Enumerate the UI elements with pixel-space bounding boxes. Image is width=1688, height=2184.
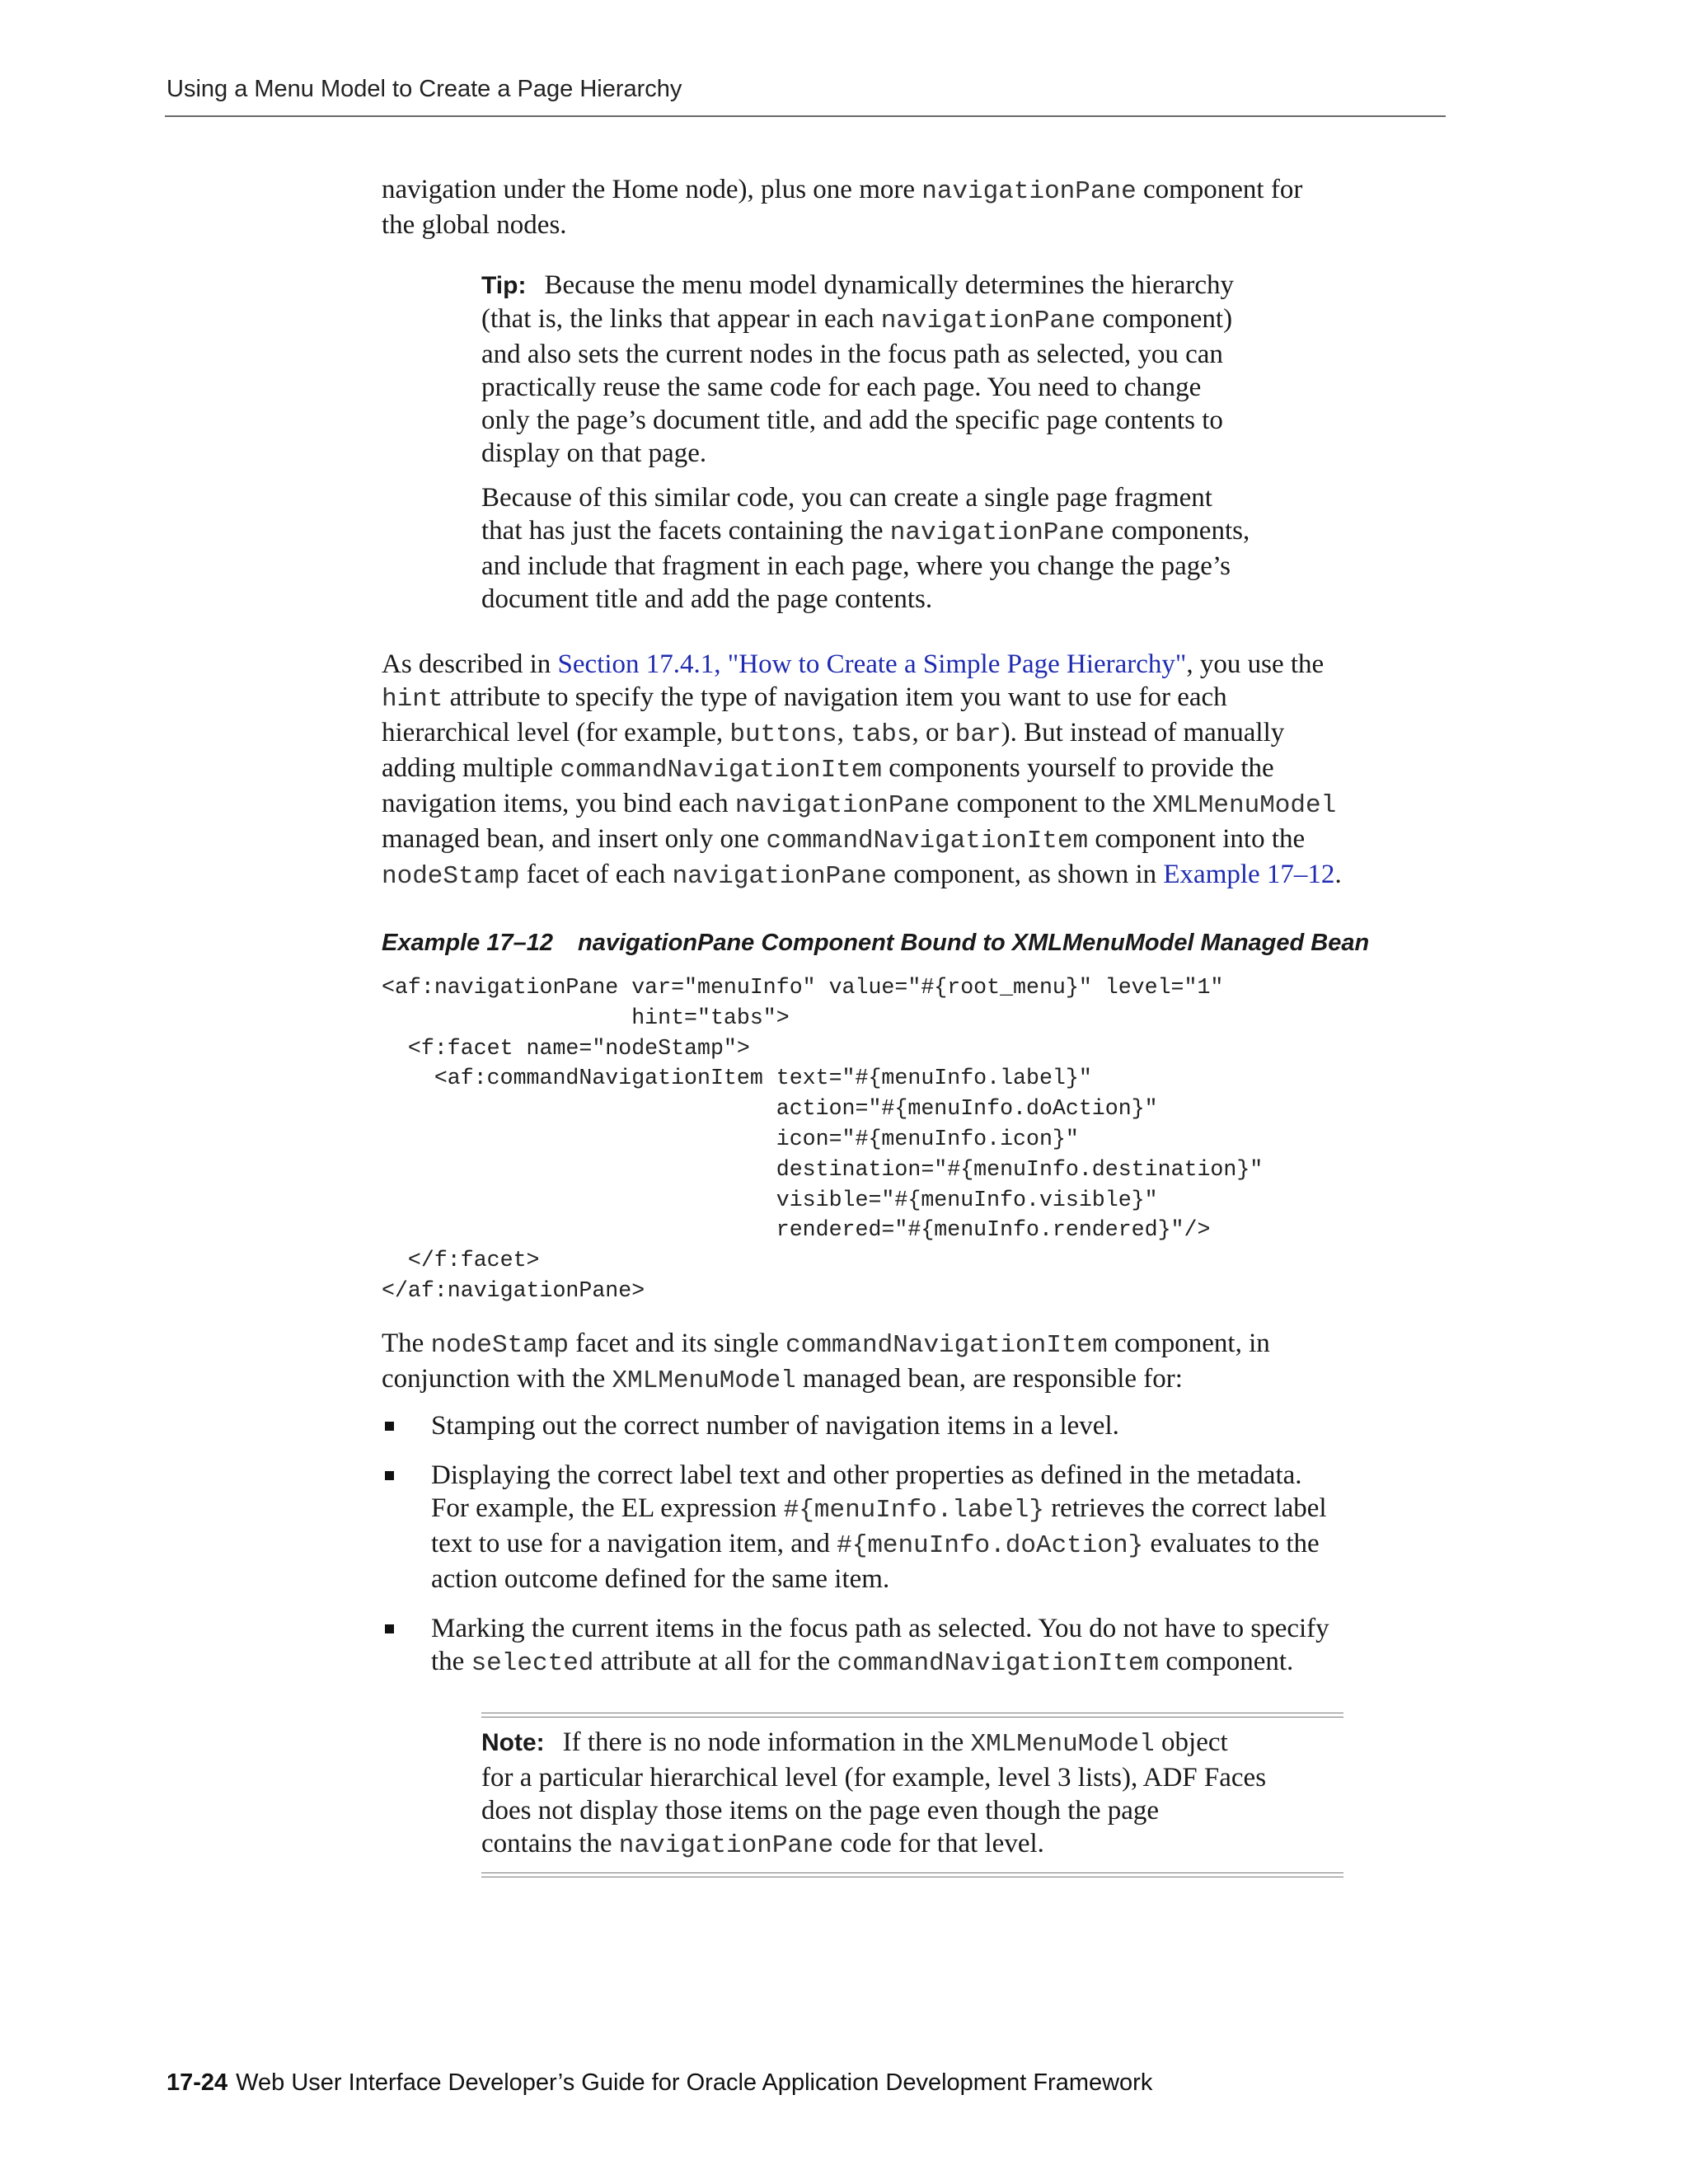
- example-link[interactable]: Example 17–12: [1163, 860, 1335, 889]
- tip-code: navigationPane: [880, 307, 1096, 335]
- body-text: , you use the: [1186, 649, 1325, 679]
- body-text: conjunction with the: [382, 1364, 612, 1394]
- body-text: attribute to specify the type of navigation item you want to use for each: [443, 682, 1227, 712]
- code-commandnavigationitem: commandNavigationItem: [785, 1331, 1108, 1360]
- tip-code: navigationPane: [889, 518, 1105, 547]
- list-item-text: component.: [1159, 1647, 1294, 1676]
- tip-text: practically reuse the same code for each page. You need to change: [481, 373, 1202, 402]
- code-hint: hint: [382, 685, 443, 714]
- code-nodestamp: nodeStamp: [382, 862, 520, 891]
- body-text: navigation items, you bind each: [382, 789, 735, 818]
- body-text: ). But instead of manually: [1001, 718, 1285, 748]
- code-nodestamp: nodeStamp: [430, 1331, 569, 1360]
- body-text: component, in: [1107, 1329, 1270, 1358]
- tip-text: Because of this similar code, you can create a single page fragment: [481, 483, 1212, 513]
- body-text: ,: [837, 718, 851, 748]
- tip-text: only the page’s document title, and add the specific page contents to: [481, 405, 1223, 435]
- body-text: adding multiple: [382, 753, 560, 783]
- intro-text: navigation under the Home node), plus one more: [382, 175, 922, 204]
- example-number: Example 17–12: [382, 930, 553, 956]
- bullet-icon: [385, 1422, 394, 1431]
- body-text: managed bean, and insert only one: [382, 824, 767, 854]
- list-item-text: Stamping out the correct number of navigation items in a level.: [431, 1411, 1119, 1441]
- page-number: 17-24: [166, 2069, 228, 2096]
- section-link[interactable]: Section 17.4.1, "How to Create a Simple Page Hierarchy": [557, 649, 1187, 679]
- body-text: facet of each: [519, 860, 673, 889]
- note-text: does not display those items on the page even though the page: [481, 1796, 1160, 1825]
- intro-paragraph: [382, 173, 1453, 241]
- list-item-text: Displaying the correct label text and other properties as defined in the metadata.: [431, 1460, 1302, 1490]
- tip-paragraph-1: [481, 269, 1355, 470]
- body-text: component to the: [950, 789, 1152, 818]
- note-text: object: [1154, 1727, 1228, 1757]
- tip-text: components,: [1104, 516, 1250, 546]
- body-paragraph: [382, 648, 1453, 893]
- tip-label: Tip:: [481, 272, 527, 299]
- code-navigationpane: navigationPane: [672, 862, 887, 891]
- code-xmlmenumodel: XMLMenuModel: [1151, 791, 1337, 820]
- bullet-icon: [385, 1624, 394, 1633]
- list-item-text: evaluates to the: [1143, 1529, 1320, 1558]
- list-item: [382, 1459, 1453, 1596]
- bullet-icon: [385, 1471, 394, 1480]
- tip-text: display on that page.: [481, 438, 707, 468]
- list-item-text: attribute at all for the: [593, 1647, 837, 1676]
- code-selected: selected: [471, 1649, 594, 1678]
- example-caption: [382, 930, 1369, 957]
- list-item-text: text to use for a navigation item, and: [431, 1529, 837, 1558]
- code-bar: bar: [954, 720, 1001, 749]
- body-text: , or: [912, 718, 955, 748]
- code-buttons: buttons: [729, 720, 837, 749]
- tip-text: (that is, the links that appear in each: [481, 304, 881, 334]
- tip-text: that has just the facets containing the: [481, 516, 890, 546]
- code-tabs: tabs: [851, 720, 912, 749]
- after-example-paragraph: [382, 1327, 1453, 1398]
- intro-text: the global nodes.: [382, 210, 567, 240]
- list-item-text: retrieves the correct label: [1043, 1493, 1327, 1523]
- list-item: [382, 1612, 1453, 1680]
- body-text: components yourself to provide the: [881, 753, 1274, 783]
- body-text: component into the: [1088, 824, 1306, 854]
- responsibility-list: [382, 1409, 1453, 1680]
- list-item-text: the: [431, 1647, 471, 1676]
- intro-text: component for: [1136, 175, 1303, 204]
- running-header: Using a Menu Model to Create a Page Hierarchy: [166, 76, 682, 102]
- code-xmlmenumodel: XMLMenuModel: [612, 1366, 796, 1395]
- body-text: component, as shown in: [886, 860, 1164, 889]
- code-commandnavigationitem: commandNavigationItem: [766, 827, 1089, 855]
- tip-text: document title and add the page contents.: [481, 584, 933, 614]
- body-text: managed bean, are responsible for:: [795, 1364, 1183, 1394]
- list-item: [382, 1409, 1453, 1442]
- body-text: hierarchical level (for example,: [382, 718, 730, 748]
- intro-code-navigationpane: navigationPane: [921, 177, 1137, 206]
- list-item-text: For example, the EL expression: [431, 1493, 784, 1523]
- code-commandnavigationitem: commandNavigationItem: [837, 1649, 1160, 1678]
- body-text: The: [382, 1329, 431, 1358]
- note-text: code for that level.: [833, 1829, 1044, 1858]
- book-title: Web User Interface Developer’s Guide for Oracle Application Development Framework: [236, 2069, 1153, 2096]
- example-title: navigationPane Component Bound to XMLMenuModel Managed Bean: [577, 930, 1370, 956]
- note-text: for a particular hierarchical level (for example, level 3 lists), ADF Faces: [481, 1763, 1267, 1793]
- tip-text: Because the menu model dynamically determines the hierarchy: [544, 270, 1235, 300]
- list-item-text: Marking the current items in the focus path as selected. You do not have to specify: [431, 1614, 1329, 1643]
- body-text: facet and its single: [569, 1329, 786, 1358]
- note-text: If there is no node information in the: [562, 1727, 971, 1757]
- code-el-label: #{menuInfo.label}: [783, 1496, 1044, 1525]
- list-item-text: action outcome defined for the same item.: [431, 1564, 890, 1594]
- body-text: .: [1334, 860, 1342, 889]
- note-label: Note:: [481, 1729, 545, 1756]
- code-example: <af:navigationPane var="menuInfo" value="#{root_menu}" level="1" hint="tabs"> <f:facet name="nodeStamp"> <af:commandNavigationItem text="#{menuInfo.label}" action="#{menuInfo.doAction}" icon="#{menuInfo.icon}" destination="#{menuInfo.destination}" visible="#{menuInfo.visible}" rendered="#{menuInfo.rendered}"/> </f:facet> </af:navigationPane>: [382, 975, 1264, 1303]
- note-paragraph: [481, 1726, 1355, 1863]
- tip-paragraph-2: [481, 481, 1355, 616]
- code-navigationpane: navigationPane: [618, 1831, 834, 1860]
- tip-text: component): [1095, 304, 1233, 334]
- code-navigationpane: navigationPane: [734, 791, 950, 820]
- tip-text: and also sets the current nodes in the focus path as selected, you can: [481, 340, 1223, 369]
- note-bottom-rule: [481, 1872, 1343, 1877]
- note-top-rule: [481, 1713, 1343, 1718]
- note-text: contains the: [481, 1829, 619, 1858]
- code-xmlmenumodel: XMLMenuModel: [970, 1730, 1155, 1759]
- tip-text: and include that fragment in each page, where you change the page’s: [481, 551, 1231, 581]
- code-commandnavigationitem: commandNavigationItem: [560, 756, 882, 785]
- page-footer: [166, 2069, 1152, 2097]
- header-rule: [165, 115, 1446, 117]
- code-el-doaction: #{menuInfo.doAction}: [837, 1531, 1144, 1560]
- body-text: As described in: [382, 649, 558, 679]
